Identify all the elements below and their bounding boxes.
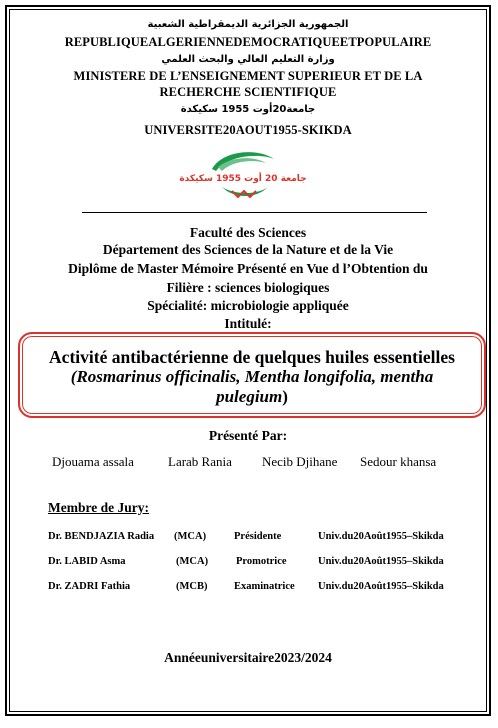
jury-member-affiliation: Univ.du20Août1955–Skikda: [318, 531, 444, 542]
student-name: Sedour khansa: [360, 454, 437, 469]
specialty-line: Spécialité: microbiologie appliquée: [147, 298, 349, 313]
jury-member-grade: (MCA): [176, 556, 209, 567]
jury-member-role: Examinatrice: [234, 581, 295, 592]
document-page: [5, 5, 491, 716]
logo-arabic-text: جامعة 20 أوت 1955 سكيكدة: [179, 174, 307, 184]
thesis-species-close: ): [282, 387, 288, 406]
republic-arabic: الجمهورية الجزائرية الديمقراطية الشعبية: [147, 19, 349, 30]
ministry-arabic: وزارة التعليم العالي والبحث العلمي: [161, 54, 335, 65]
title-label: Intitulé:: [224, 316, 272, 331]
jury-member-name: Dr. LABID Asma: [48, 556, 126, 567]
thesis-species-pulegium: pulegium: [216, 387, 283, 406]
field-line: Filière : sciences biologiques: [166, 280, 330, 295]
university-logo: [179, 147, 307, 205]
thesis-species-line1: (Rosmarinus officinalis, Mentha longifolia, mentha: [70, 367, 434, 386]
ministry-french-line1: MINISTERE DE L’ENSEIGNEMENT SUPERIEUR ET DE LA: [73, 69, 423, 83]
thesis-title-box: [18, 332, 486, 418]
jury-member-name: Dr. ZADRI Fathia: [48, 581, 131, 592]
republic-french: REPUBLIQUEALGERIENNEDEMOCRATIQUEETPOPULAIRE: [64, 35, 432, 49]
university-arabic: جامعة20أوت 1955 سكيكدة: [180, 104, 316, 115]
jury-member-affiliation: Univ.du20Août1955–Skikda: [318, 581, 444, 592]
jury-member-role: Présidente: [234, 531, 282, 542]
jury-member-name: Dr. BENDJAZIA Radia: [48, 531, 155, 542]
thesis-species-line2: [20, 387, 484, 407]
ministry-french-line2: RECHERCHE SCIENTIFIQUE: [159, 85, 337, 99]
academic-year: Annéeuniversitaire2023/2024: [164, 650, 332, 665]
student-name: Larab Rania: [168, 454, 232, 469]
diploma-line: Diplôme de Master Mémoire Présenté en Vue d l’Obtention du: [68, 261, 428, 276]
jury-member-affiliation: Univ.du20Août1955–Skikda: [318, 556, 444, 567]
thesis-title: Activité antibactérienne de quelques huiles essentielles: [49, 347, 455, 367]
department-name: Département des Sciences de la Nature et de la Vie: [102, 242, 394, 257]
presented-by-label: Présenté Par:: [208, 428, 288, 443]
jury-member-grade: (MCA): [174, 531, 207, 542]
page-inner-border: [9, 9, 487, 712]
jury-label: Membre de Jury:: [48, 500, 149, 515]
university-french: UNIVERSITE20AOUT1955-SKIKDA: [144, 123, 352, 137]
student-name: Necib Djihane: [262, 454, 338, 469]
header-divider: [82, 212, 427, 213]
faculty-name: Faculté des Sciences: [189, 225, 307, 240]
jury-member-grade: (MCB): [176, 581, 208, 592]
student-name: Djouama assala: [52, 454, 134, 469]
jury-member-role: Promotrice: [236, 556, 287, 567]
